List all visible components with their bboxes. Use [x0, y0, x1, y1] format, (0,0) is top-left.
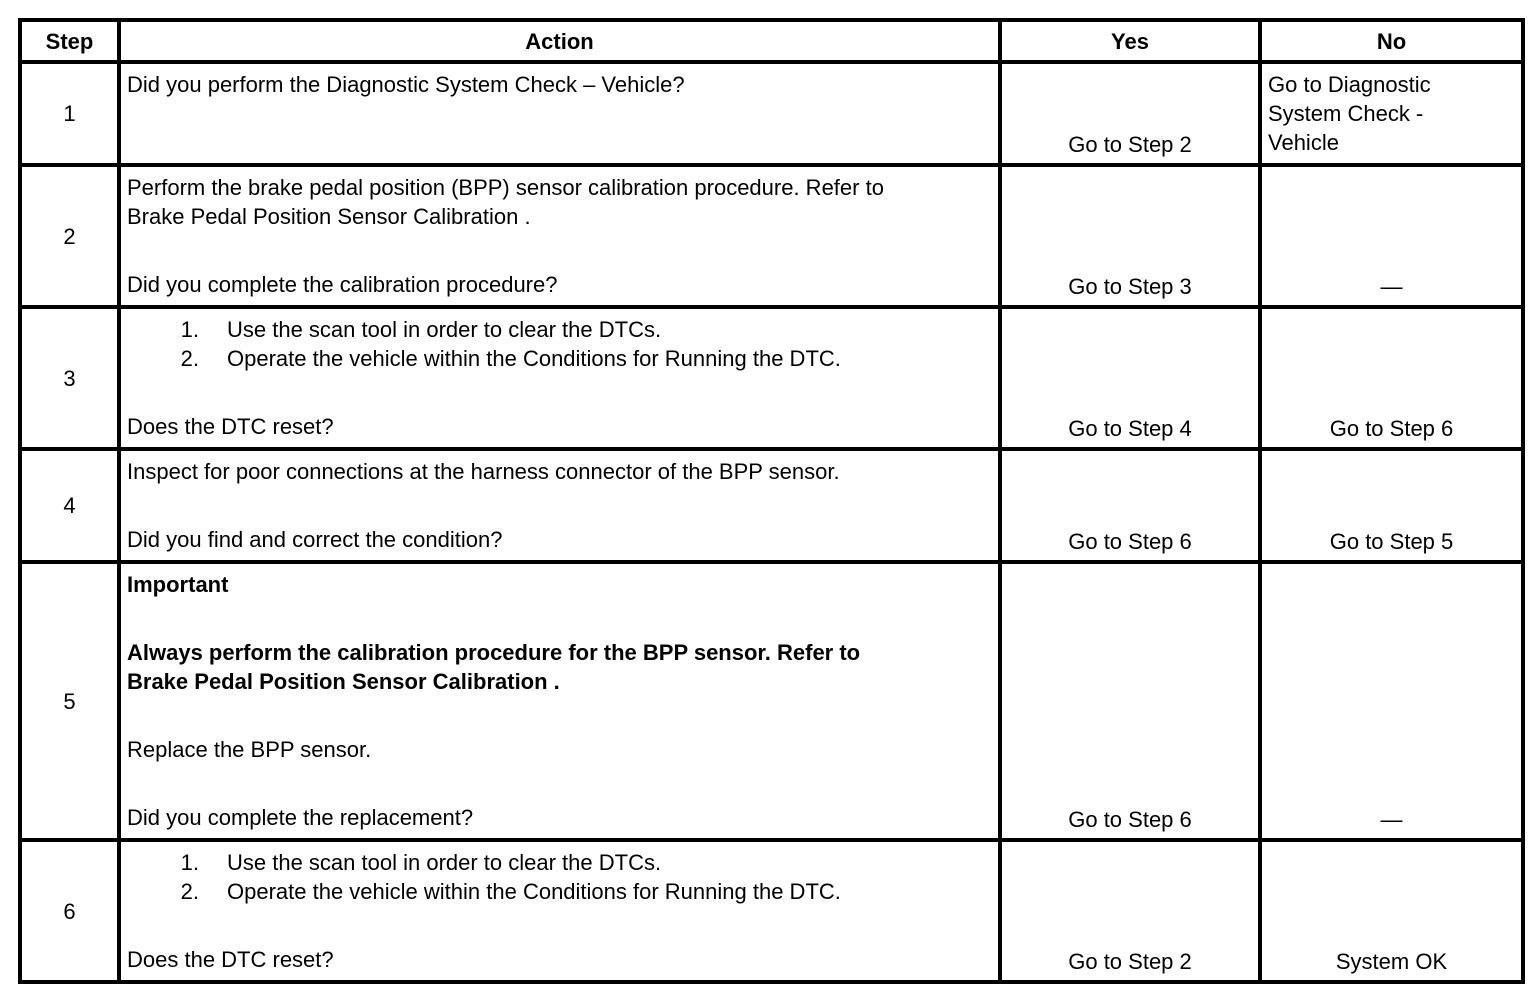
- yes-cell: Go to Step 2: [1000, 62, 1260, 165]
- no-text-line: Vehicle: [1268, 130, 1339, 155]
- substep-list: [127, 848, 992, 906]
- action-cell: [119, 307, 1000, 449]
- no-cell: —: [1260, 165, 1523, 307]
- list-item-number: 1.: [180, 850, 199, 875]
- list-item: [127, 344, 992, 373]
- action-text: Perform the brake pedal position (BPP) sensor calibration procedure. Refer to: [127, 175, 884, 200]
- step-number: 5: [20, 562, 119, 840]
- action-question: Did you find and correct the condition?: [127, 527, 503, 552]
- no-cell: Go to Step 5: [1260, 449, 1523, 562]
- action-text: Inspect for poor connections at the harness connector of the BPP sensor.: [127, 459, 840, 484]
- table-row: [20, 62, 1523, 165]
- step-number: 2: [20, 165, 119, 307]
- step-number: 1: [20, 62, 119, 165]
- action-question: Did you complete the replacement?: [127, 805, 474, 830]
- table-row: [20, 449, 1523, 562]
- table-row: [20, 307, 1523, 449]
- header-no: No: [1260, 20, 1523, 62]
- action-question: Does the DTC reset?: [127, 947, 334, 972]
- important-label: Important: [127, 572, 229, 597]
- action-instruction: Replace the BPP sensor.: [127, 737, 372, 762]
- important-text: Brake Pedal Position Sensor Calibration .: [127, 669, 560, 694]
- action-question: Did you complete the calibration procedure?: [127, 272, 558, 297]
- yes-cell: Go to Step 6: [1000, 449, 1260, 562]
- step-number: 6: [20, 840, 119, 982]
- header-yes: Yes: [1000, 20, 1260, 62]
- yes-cell: Go to Step 6: [1000, 562, 1260, 840]
- table-row: [20, 840, 1523, 982]
- list-item-text: Use the scan tool in order to clear the DTCs.: [227, 317, 662, 342]
- yes-cell: Go to Step 2: [1000, 840, 1260, 982]
- no-cell: Go to Step 6: [1260, 307, 1523, 449]
- header-action: Action: [119, 20, 1000, 62]
- list-item-text: Operate the vehicle within the Conditions for Running the DTC.: [227, 346, 841, 371]
- important-text: Always perform the calibration procedure for the BPP sensor. Refer to: [127, 640, 861, 665]
- header-step: Step: [20, 20, 119, 62]
- yes-cell: Go to Step 4: [1000, 307, 1260, 449]
- action-cell: [119, 62, 1000, 165]
- action-cell: [119, 449, 1000, 562]
- list-item-number: 2.: [180, 346, 199, 371]
- action-cell: [119, 840, 1000, 982]
- diagnostic-table: [18, 18, 1525, 984]
- step-number: 4: [20, 449, 119, 562]
- substep-list: [127, 315, 992, 373]
- yes-cell: Go to Step 3: [1000, 165, 1260, 307]
- list-item: [127, 315, 992, 344]
- no-cell: System OK: [1260, 840, 1523, 982]
- action-text: Brake Pedal Position Sensor Calibration .: [127, 204, 531, 229]
- action-text: Did you perform the Diagnostic System Check – Vehicle?: [127, 72, 685, 97]
- no-cell: [1260, 62, 1523, 165]
- list-item-number: 2.: [180, 879, 199, 904]
- action-cell: [119, 562, 1000, 840]
- list-item: [127, 877, 992, 906]
- header-row: [20, 20, 1523, 62]
- list-item-text: Use the scan tool in order to clear the DTCs.: [227, 850, 662, 875]
- list-item: [127, 848, 992, 877]
- action-cell: [119, 165, 1000, 307]
- action-question: Does the DTC reset?: [127, 414, 334, 439]
- no-text-line: System Check -: [1268, 101, 1424, 126]
- table-row: [20, 562, 1523, 840]
- no-cell: —: [1260, 562, 1523, 840]
- no-text-line: Go to Diagnostic: [1268, 72, 1431, 97]
- table-row: [20, 165, 1523, 307]
- list-item-text: Operate the vehicle within the Conditions for Running the DTC.: [227, 879, 841, 904]
- step-number: 3: [20, 307, 119, 449]
- list-item-number: 1.: [180, 317, 199, 342]
